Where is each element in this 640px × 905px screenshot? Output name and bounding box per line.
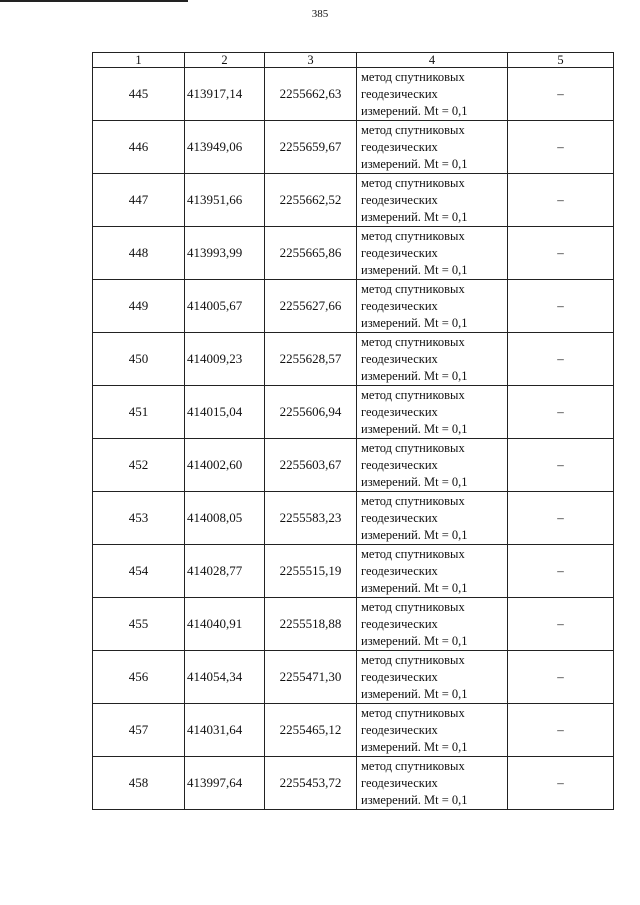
point-number-cell: 453 — [93, 492, 185, 545]
x-coordinate-cell: 414002,60 — [185, 439, 265, 492]
method-text-line: измерений. Mt = 0,1 — [361, 527, 468, 542]
method-text-line: измерений. Mt = 0,1 — [361, 633, 468, 648]
point-number-cell: 452 — [93, 439, 185, 492]
x-coordinate-cell: 414040,91 — [185, 598, 265, 651]
method-cell — [357, 704, 508, 757]
note-cell: – — [508, 121, 614, 174]
method-text-line: геодезических — [361, 139, 438, 154]
method-text-line: измерений. Mt = 0,1 — [361, 156, 468, 171]
table-row — [93, 68, 614, 121]
scan-edge-line — [0, 0, 188, 2]
point-number-cell: 451 — [93, 386, 185, 439]
method-text-line: геодезических — [361, 192, 438, 207]
method-text-line: геодезических — [361, 775, 438, 790]
y-coordinate-cell: 2255662,52 — [265, 174, 357, 227]
y-coordinate-cell: 2255665,86 — [265, 227, 357, 280]
method-text-line: геодезических — [361, 510, 438, 525]
method-cell — [357, 333, 508, 386]
x-coordinate-cell: 414005,67 — [185, 280, 265, 333]
note-cell: – — [508, 545, 614, 598]
method-text-line: измерений. Mt = 0,1 — [361, 474, 468, 489]
method-cell — [357, 386, 508, 439]
x-coordinate-cell: 414054,34 — [185, 651, 265, 704]
column-header: 3 — [265, 53, 357, 68]
point-number-cell: 454 — [93, 545, 185, 598]
table-body — [93, 68, 614, 810]
method-text-line: метод спутниковых — [361, 599, 465, 614]
method-text-line: геодезических — [361, 669, 438, 684]
method-cell — [357, 174, 508, 227]
x-coordinate-cell: 414015,04 — [185, 386, 265, 439]
y-coordinate-cell: 2255628,57 — [265, 333, 357, 386]
method-text-line: измерений. Mt = 0,1 — [361, 315, 468, 330]
y-coordinate-cell: 2255603,67 — [265, 439, 357, 492]
note-cell: – — [508, 651, 614, 704]
table-row — [93, 651, 614, 704]
page-number: 385 — [311, 8, 329, 20]
note-cell: – — [508, 492, 614, 545]
table-row — [93, 333, 614, 386]
point-number-cell: 455 — [93, 598, 185, 651]
method-text-line: метод спутниковых — [361, 387, 465, 402]
method-text-line: измерений. Mt = 0,1 — [361, 103, 468, 118]
method-text-line: геодезических — [361, 298, 438, 313]
method-text-line: метод спутниковых — [361, 440, 465, 455]
method-text-line: геодезических — [361, 563, 438, 578]
column-header: 4 — [357, 53, 508, 68]
table-row — [93, 704, 614, 757]
method-text-line: геодезических — [361, 351, 438, 366]
table-header-row — [93, 53, 614, 68]
y-coordinate-cell: 2255471,30 — [265, 651, 357, 704]
method-cell — [357, 598, 508, 651]
method-text-line: геодезических — [361, 245, 438, 260]
method-cell — [357, 227, 508, 280]
point-number-cell: 449 — [93, 280, 185, 333]
method-cell — [357, 68, 508, 121]
y-coordinate-cell: 2255627,66 — [265, 280, 357, 333]
method-text-line: геодезических — [361, 457, 438, 472]
note-cell: – — [508, 333, 614, 386]
table-row — [93, 757, 614, 810]
x-coordinate-cell: 413993,99 — [185, 227, 265, 280]
x-coordinate-cell: 414008,05 — [185, 492, 265, 545]
method-cell — [357, 545, 508, 598]
method-cell — [357, 757, 508, 810]
x-coordinate-cell: 413997,64 — [185, 757, 265, 810]
column-header: 1 — [93, 53, 185, 68]
note-cell: – — [508, 757, 614, 810]
column-header: 2 — [185, 53, 265, 68]
note-cell: – — [508, 439, 614, 492]
table-row — [93, 121, 614, 174]
point-number-cell: 446 — [93, 121, 185, 174]
y-coordinate-cell: 2255583,23 — [265, 492, 357, 545]
y-coordinate-cell: 2255659,67 — [265, 121, 357, 174]
method-text-line: измерений. Mt = 0,1 — [361, 368, 468, 383]
method-text-line: измерений. Mt = 0,1 — [361, 739, 468, 754]
method-text-line: метод спутниковых — [361, 228, 465, 243]
note-cell: – — [508, 227, 614, 280]
method-text-line: метод спутниковых — [361, 122, 465, 137]
table-row — [93, 174, 614, 227]
table-row — [93, 386, 614, 439]
method-cell — [357, 280, 508, 333]
method-text-line: измерений. Mt = 0,1 — [361, 262, 468, 277]
note-cell: – — [508, 704, 614, 757]
point-number-cell: 457 — [93, 704, 185, 757]
x-coordinate-cell: 414009,23 — [185, 333, 265, 386]
x-coordinate-cell: 413951,66 — [185, 174, 265, 227]
method-text-line: метод спутниковых — [361, 281, 465, 296]
method-text-line: метод спутниковых — [361, 334, 465, 349]
y-coordinate-cell: 2255465,12 — [265, 704, 357, 757]
method-text-line: метод спутниковых — [361, 546, 465, 561]
method-text-line: геодезических — [361, 616, 438, 631]
method-cell — [357, 492, 508, 545]
method-text-line: метод спутниковых — [361, 493, 465, 508]
y-coordinate-cell: 2255606,94 — [265, 386, 357, 439]
point-number-cell: 447 — [93, 174, 185, 227]
y-coordinate-cell: 2255453,72 — [265, 757, 357, 810]
point-number-cell: 448 — [93, 227, 185, 280]
method-cell — [357, 121, 508, 174]
x-coordinate-cell: 413949,06 — [185, 121, 265, 174]
method-text-line: геодезических — [361, 722, 438, 737]
note-cell: – — [508, 174, 614, 227]
y-coordinate-cell: 2255662,63 — [265, 68, 357, 121]
note-cell: – — [508, 280, 614, 333]
point-number-cell: 456 — [93, 651, 185, 704]
x-coordinate-cell: 414031,64 — [185, 704, 265, 757]
method-text-line: метод спутниковых — [361, 652, 465, 667]
method-text-line: геодезических — [361, 404, 438, 419]
table-row — [93, 439, 614, 492]
method-text-line: измерений. Mt = 0,1 — [361, 421, 468, 436]
method-cell — [357, 651, 508, 704]
x-coordinate-cell: 414028,77 — [185, 545, 265, 598]
column-header: 5 — [508, 53, 614, 68]
method-text-line: измерений. Mt = 0,1 — [361, 209, 468, 224]
y-coordinate-cell: 2255518,88 — [265, 598, 357, 651]
note-cell: – — [508, 598, 614, 651]
point-number-cell: 445 — [93, 68, 185, 121]
coordinates-table — [92, 52, 614, 810]
point-number-cell: 450 — [93, 333, 185, 386]
method-text-line: метод спутниковых — [361, 705, 465, 720]
table-row — [93, 598, 614, 651]
method-cell — [357, 439, 508, 492]
table-row — [93, 492, 614, 545]
table-row — [93, 545, 614, 598]
method-text-line: метод спутниковых — [361, 758, 465, 773]
method-text-line: измерений. Mt = 0,1 — [361, 580, 468, 595]
method-text-line: измерений. Mt = 0,1 — [361, 686, 468, 701]
table-row — [93, 227, 614, 280]
method-text-line: измерений. Mt = 0,1 — [361, 792, 468, 807]
note-cell: – — [508, 386, 614, 439]
point-number-cell: 458 — [93, 757, 185, 810]
x-coordinate-cell: 413917,14 — [185, 68, 265, 121]
method-text-line: метод спутниковых — [361, 175, 465, 190]
note-cell: – — [508, 68, 614, 121]
method-text-line: метод спутниковых — [361, 69, 465, 84]
table-row — [93, 280, 614, 333]
y-coordinate-cell: 2255515,19 — [265, 545, 357, 598]
method-text-line: геодезических — [361, 86, 438, 101]
